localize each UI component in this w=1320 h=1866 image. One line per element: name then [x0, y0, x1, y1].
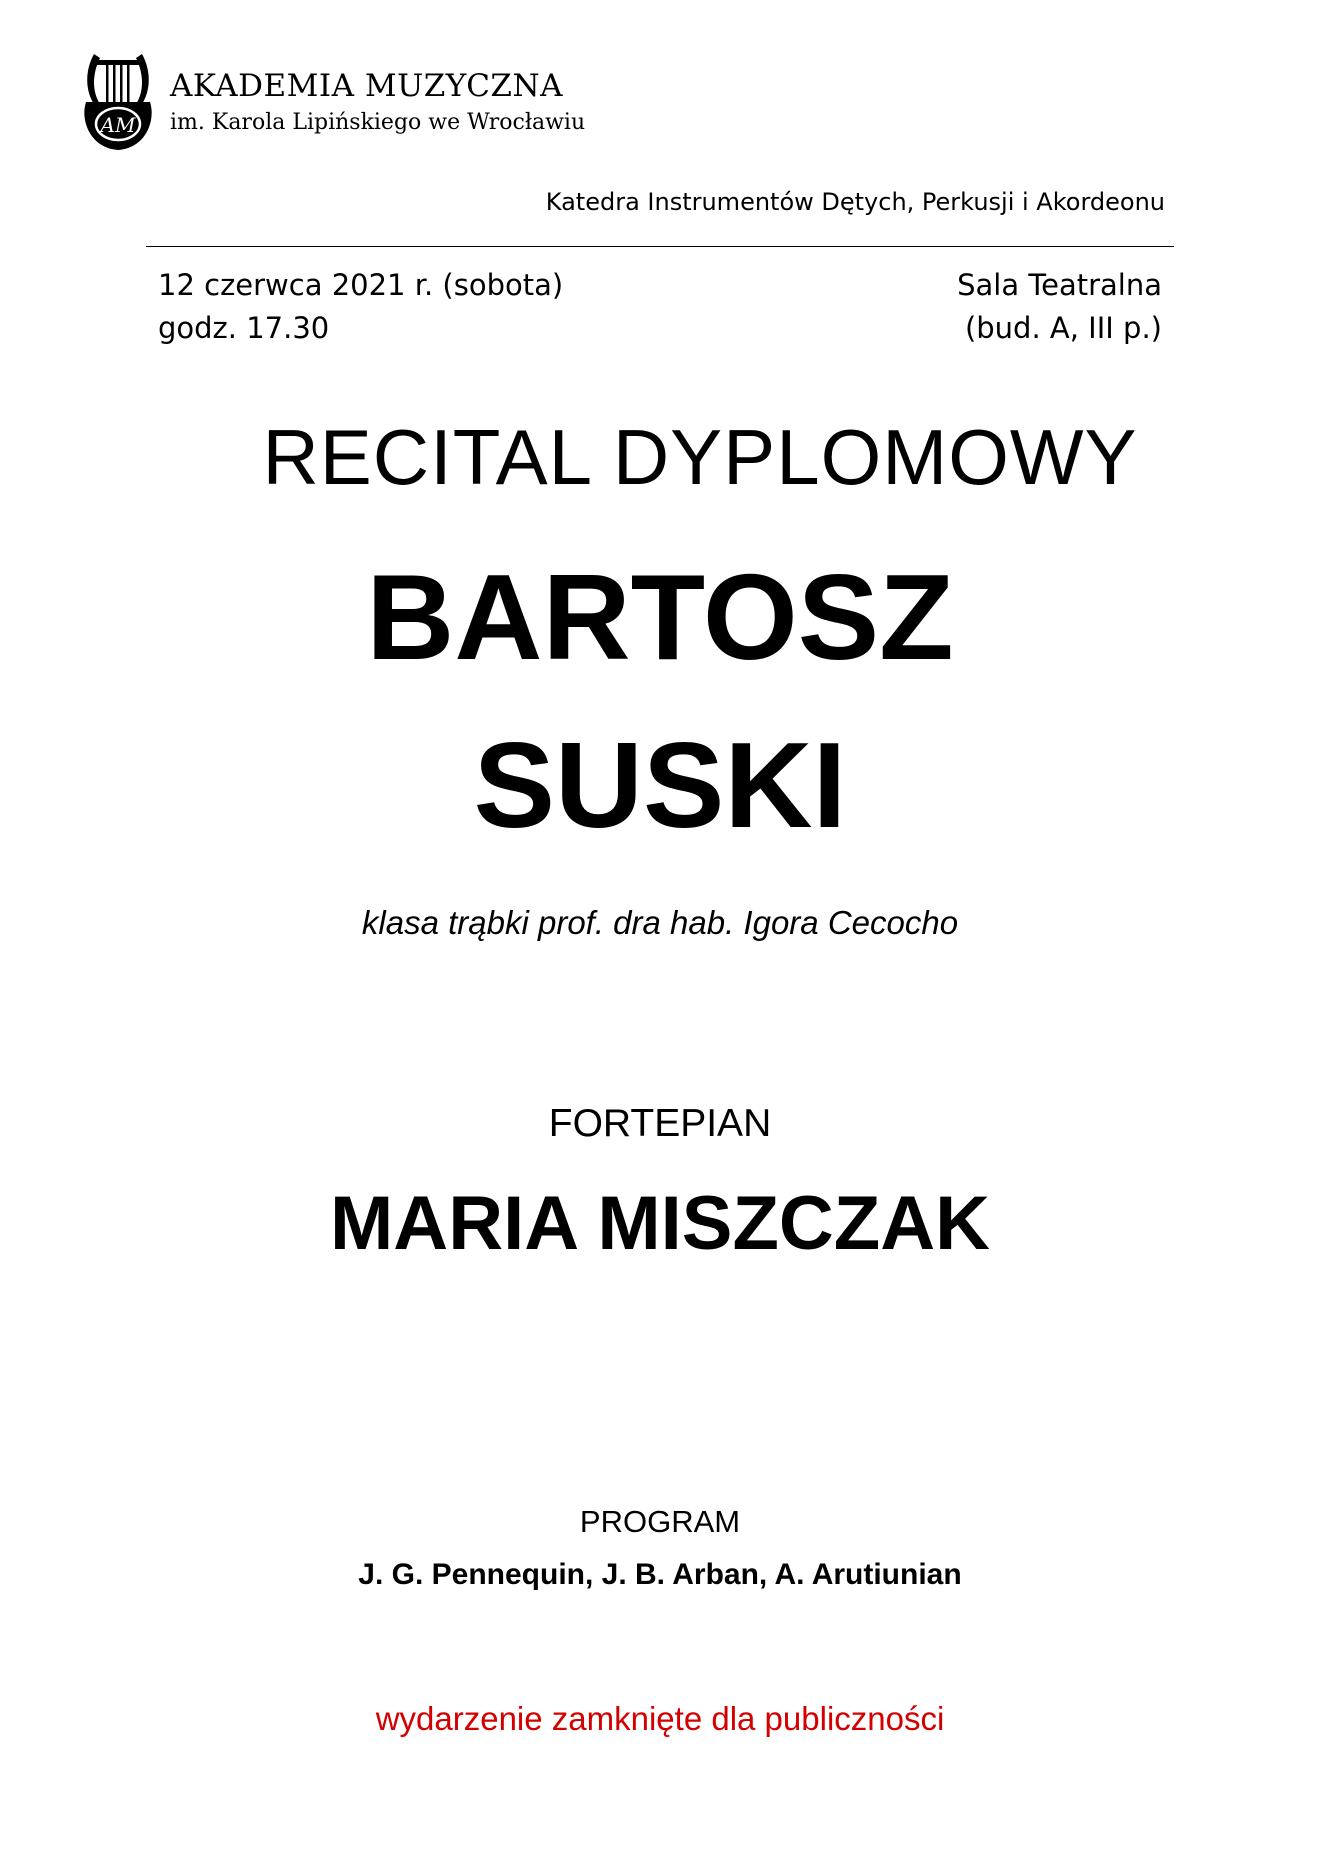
venue-name: Sala Teatralna — [957, 268, 1162, 302]
logo-emblem-text: AM — [100, 113, 136, 137]
class-info: klasa trąbki prof. dra hab. Igora Cecocho — [361, 904, 959, 941]
performer-first-name: BARTOSZ — [366, 549, 954, 685]
header-divider — [146, 246, 1174, 247]
event-time: godz. 17.30 — [158, 311, 330, 345]
closed-event-notice: wydarzenie zamknięte dla publiczności — [375, 1700, 945, 1737]
program-label: PROGRAM — [579, 1504, 741, 1539]
institution-name: AKADEMIA MUZYCZNA — [170, 68, 563, 104]
lyre-logo-icon — [80, 52, 156, 152]
recital-title: RECITAL DYPLOMOWY — [262, 413, 1138, 501]
performer-last-name: SUSKI — [473, 717, 847, 853]
event-date: 12 czerwca 2021 r. (sobota) — [158, 268, 564, 302]
venue-detail: (bud. A, III p.) — [964, 311, 1162, 345]
department-name: Katedra Instrumentów Dętych, Perkusji i Akordeonu — [545, 188, 1165, 216]
accompaniment-label: FORTEPIAN — [548, 1102, 772, 1145]
institution-subtitle: im. Karola Lipińskiego we Wrocławiu — [170, 110, 586, 135]
event-date-time — [158, 264, 563, 350]
event-venue — [957, 264, 1162, 350]
program-composers: J. G. Pennequin, J. B. Arban, A. Arutiunian — [358, 1558, 962, 1591]
academy-logo — [80, 52, 156, 152]
accompanist-name: MARIA MISZCZAK — [330, 1181, 990, 1266]
